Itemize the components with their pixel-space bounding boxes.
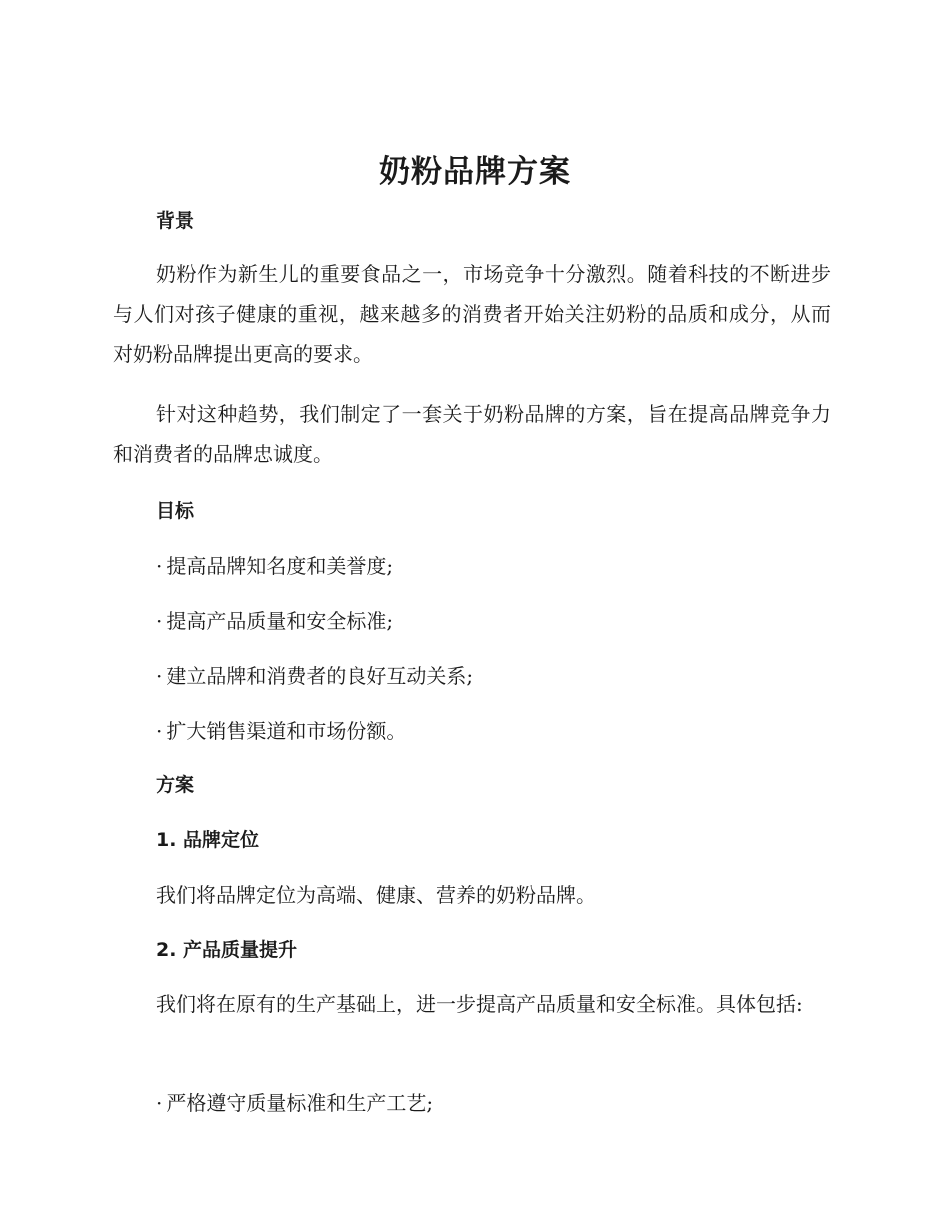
brand-positioning-paragraph: 我们将品牌定位为高端、健康、营养的奶粉品牌。 bbox=[156, 883, 596, 907]
background-paragraph-1: 奶粉作为新生儿的重要食品之一，市场竞争十分激烈。随着科技的不断进步与人们对孩子健康的重视，越来越多的消费者开始关注奶粉的品质和成分，从而对奶粉品牌提出更高的要求。 bbox=[113, 262, 831, 366]
goal-item-text: 提高产品质量和安全标准; bbox=[166, 609, 394, 633]
document-title: 奶粉品牌方案 bbox=[379, 154, 571, 190]
quality-item bbox=[156, 1088, 433, 1118]
goal-item-text: 建立品牌和消费者的良好互动关系; bbox=[166, 664, 474, 688]
goal-item-text: 提高品牌知名度和美誉度; bbox=[166, 554, 394, 578]
bullet-icon: · bbox=[156, 719, 163, 743]
section-heading-background: 背景 bbox=[156, 210, 195, 232]
bullet-icon: · bbox=[156, 609, 163, 633]
goal-item bbox=[156, 551, 393, 581]
goal-item-text: 扩大销售渠道和市场份额。 bbox=[166, 719, 407, 743]
quality-paragraph: 我们将在原有的生产基础上，进一步提高产品质量和安全标准。具体包括: bbox=[156, 992, 803, 1016]
goal-item bbox=[156, 606, 393, 636]
subsection-heading-brand-positioning: 1. 品牌定位 bbox=[156, 829, 260, 851]
section-heading-plan: 方案 bbox=[156, 774, 195, 796]
goal-item bbox=[156, 716, 406, 746]
quality-item-text: 严格遵守质量标准和生产工艺; bbox=[166, 1091, 434, 1115]
section-heading-goals: 目标 bbox=[156, 500, 195, 522]
bullet-icon: · bbox=[156, 664, 163, 688]
bullet-icon: · bbox=[156, 1091, 163, 1115]
goal-item bbox=[156, 661, 473, 691]
bullet-icon: · bbox=[156, 554, 163, 578]
background-paragraph-2: 针对这种趋势，我们制定了一套关于奶粉品牌的方案，旨在提高品牌竞争力和消费者的品牌忠诚度。 bbox=[113, 402, 831, 466]
subsection-heading-quality: 2. 产品质量提升 bbox=[156, 939, 298, 961]
